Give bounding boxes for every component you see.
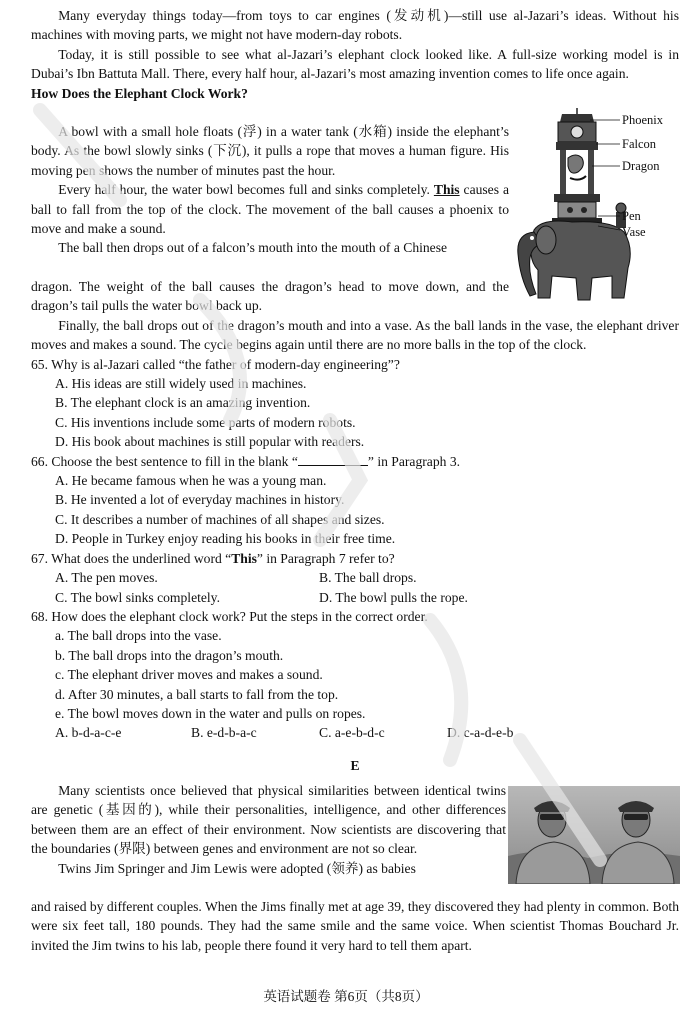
question-67-options-row-1: [55, 568, 679, 587]
question-68-step-c: c. The elephant driver moves and makes a sound.: [55, 667, 323, 683]
fill-blank: [298, 453, 368, 466]
question-68-step-e: e. The bowl moves down in the water and pulls on ropes.: [55, 705, 366, 721]
figure-label-pen: Pen: [622, 209, 641, 223]
reading-bottom: [31, 277, 679, 789]
paragraph-e2-start: Twins Jim Springer and Jim Lewis were adopted (领养) as babies: [58, 860, 416, 876]
question-67-option-c: C. The bowl sinks completely.: [55, 589, 220, 605]
underlined-this: This: [433, 182, 460, 198]
paragraph-e1: Many scientists once believed that physical similarities between identical twins are genetic (基因的), while their personalities, intelligence, and other differences between them are an effect of their environment. Now scientists are discovering that the boundaries (界限) between genes and environment are not so clear.: [31, 783, 506, 857]
section-e-label: E: [350, 758, 360, 774]
question-66-option-a: A. He became famous when he was a young man.: [55, 473, 327, 489]
question-67-stem-a: 67. What does the underlined word “: [31, 550, 232, 566]
section-heading: How Does the Elephant Clock Work?: [31, 85, 248, 101]
question-66-option-b: B. He invented a lot of everyday machines in history.: [55, 492, 345, 508]
question-65-option-b: B. The elephant clock is an amazing invention.: [55, 395, 311, 411]
question-66-option-d: D. People in Turkey enjoy reading his books in their free time.: [55, 531, 396, 547]
figure-label-phoenix: Phoenix: [622, 113, 663, 127]
question-67-stem-b: ” in Paragraph 7 refer to?: [256, 550, 395, 566]
question-67-options-row-2: [55, 588, 679, 607]
question-68-step-a: a. The ball drops into the vase.: [55, 628, 222, 644]
paragraph-half-b: causes a ball to fall from the top of the clock. The movement of the ball causes a phoenix to move and make a sound.: [31, 182, 509, 237]
question-66-option-c: C. It describes a number of machines of all shapes and sizes.: [55, 511, 385, 527]
figure-label-falcon: Falcon: [622, 137, 657, 151]
reading-narrow: [31, 122, 509, 258]
question-66-stem-a: 66. Choose the best sentence to fill in the blank “: [31, 453, 298, 469]
elephant-clock-figure: [512, 108, 682, 318]
question-67-option-a: A. The pen moves.: [55, 570, 158, 586]
figure-label-vase: Vase: [622, 225, 646, 239]
question-66-stem-b: ” in Paragraph 3.: [367, 453, 461, 469]
figure-label-dragon: Dragon: [622, 159, 660, 173]
paragraph-half-hour: [31, 180, 509, 238]
question-65-stem: 65. Why is al-Jazari called “the father of modern-day engineering”?: [31, 356, 400, 372]
question-67-option-b: B. The ball drops.: [319, 570, 417, 586]
question-67-stem: [31, 549, 679, 568]
paragraph-e2-rest: and raised by different couples. When the Jims finally met at age 39, they discovered they had plenty in common. Both were six feet tall, 180 pounds. They had the same smile and the same voice. When scientist Thomas Bouchard Jr. invited the Jim twins to his lab, people there found it very hard to tell them apart.: [31, 899, 679, 953]
question-65-option-d: D. His book about machines is still popular with readers.: [55, 434, 365, 450]
question-65-option-a: A. His ideas are still widely used in machines.: [55, 376, 307, 392]
paragraph-half-a: Every half hour, the water bowl becomes full and sinks completely.: [58, 182, 430, 198]
passage-e-narrow: [31, 781, 506, 878]
question-68-option-c: C. a-e-b-d-c: [319, 725, 385, 741]
twins-photo: [508, 786, 680, 884]
paragraph-ball-rest: dragon. The weight of the ball causes the dragon’s head to move down, and the dragon’s tail pulls the water bowl back up.: [31, 279, 509, 314]
question-66-stem: [31, 452, 679, 471]
question-68-step-b: b. The ball drops into the dragon’s mouth.: [55, 647, 284, 663]
passage-e-full: [31, 897, 679, 955]
twins-photo-image: [508, 786, 680, 884]
page-footer: 英语试题卷 第6页（共8页）: [263, 989, 429, 1004]
paragraph-1: Many everyday things today—from toys to car engines (发动机)—still use al-Jazari’s ideas. Without his machines with moving parts, we might not have modern-day robots.: [31, 8, 679, 43]
elephant-clock-illustration: [512, 108, 682, 318]
paragraph-2: Today, it is still possible to see what al-Jazari’s elephant clock looked like. A full-size working model is in Dubai’s Ibn Battuta Mall. There, every half hour, al-Jazari’s most amazing invention comes to life once again.: [31, 46, 679, 82]
question-65-option-c: C. His inventions include some parts of modern robots.: [55, 414, 356, 430]
question-68-option-a: A. b-d-a-c-e: [55, 725, 122, 741]
question-67-option-d: D. The bowl pulls the rope.: [319, 589, 468, 605]
question-67-word: This: [231, 550, 257, 566]
question-68-stem: 68. How does the elephant clock work? Put the steps in the correct order.: [31, 608, 428, 624]
paragraph-bowl: A bowl with a small hole floats (浮) in a water tank (水箱) inside the elephant’s body. As the bowl slowly sinks (下沉), it pulls a rope that moves a human figure. His moving pen shows the number of minutes past the hour.: [31, 124, 509, 178]
paragraph-ball-start: The ball then drops out of a falcon’s mouth into the mouth of a Chinese: [58, 240, 448, 256]
paragraph-final: Finally, the ball drops out of the dragon’s mouth and into a vase. As the ball lands in the vase, the elephant driver moves and makes a sound. The cycle begins again until there are no more balls in the top of the clock.: [31, 317, 679, 353]
question-68-option-b: B. e-d-b-a-c: [191, 725, 257, 741]
question-68-step-d: d. After 30 minutes, a ball starts to fall from the top.: [55, 686, 339, 702]
reading-top: [31, 6, 679, 103]
question-68-options-row: [55, 723, 679, 742]
question-68-option-d: D. c-a-d-e-b: [447, 725, 514, 741]
